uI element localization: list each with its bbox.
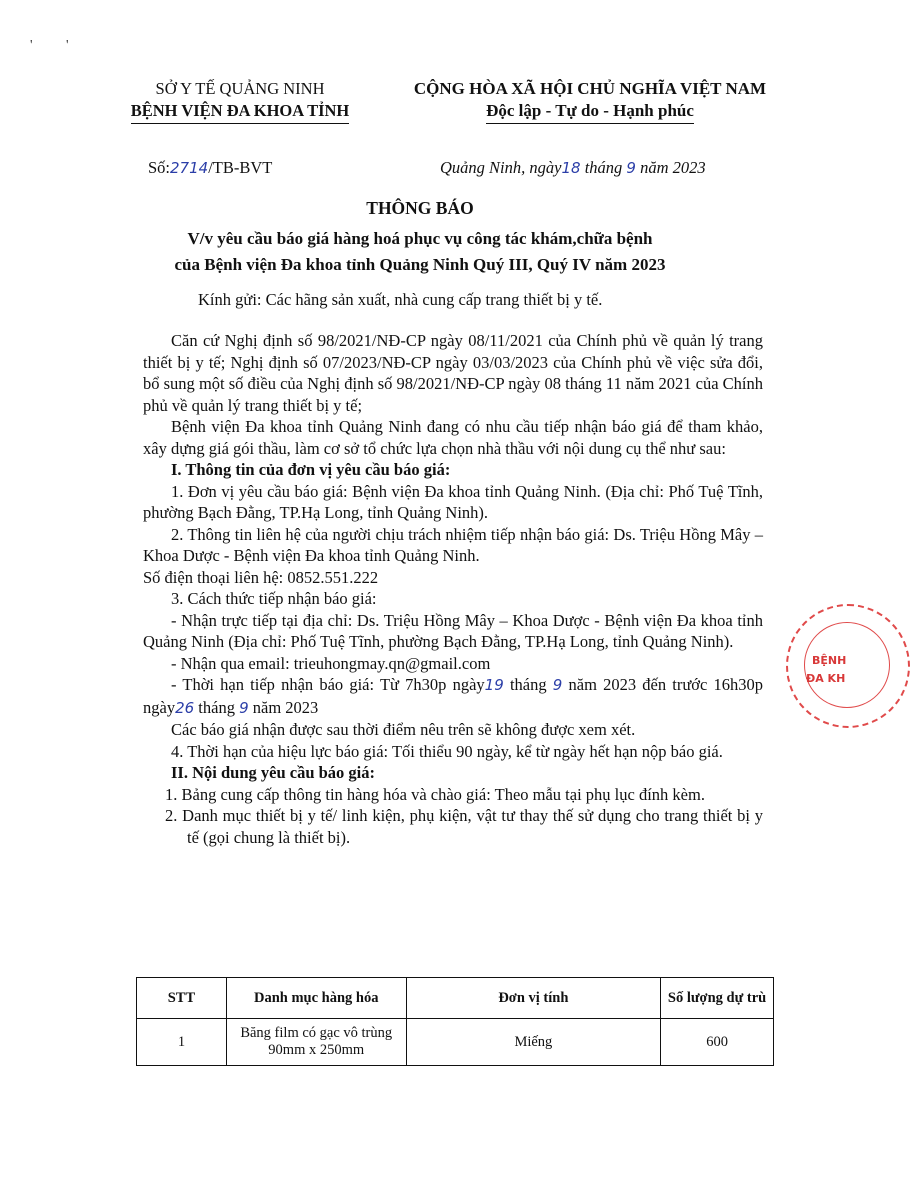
section-1-item-1: 1. Đơn vị yêu cầu báo giá: Bệnh viện Đa khoa tỉnh Quảng Ninh. (Địa chỉ: Phố Tuệ Tĩnh, phường Bạch Đằng, TP.Hạ Long, tỉnh Quảng Ninh).: [143, 481, 763, 522]
section-1-item-4: 4. Thời hạn của hiệu lực báo giá: Tối thiểu 90 ngày, kể từ ngày hết hạn nộp báo giá.: [171, 741, 723, 761]
deadline-from-month-label: tháng: [509, 675, 547, 694]
section-1-item-2: 2. Thông tin liên hệ của người chịu trách nhiệm tiếp nhận báo giá: Ds. Triệu Hồng Mây – Khoa Dược - Bệnh viện Đa khoa tỉnh Quảng Ninh.: [143, 524, 763, 565]
seal-text-line1: BỆNH: [812, 654, 847, 667]
date-day: 18: [561, 159, 581, 177]
scan-mark: ': [30, 38, 33, 53]
date-month: 9: [626, 159, 636, 177]
deadline-paragraph: [143, 674, 763, 719]
section-1-item-3: 3. Cách thức tiếp nhận báo giá:: [171, 589, 377, 608]
deadline-end: năm 2023: [252, 697, 319, 717]
national-title: CỘNG HÒA XÃ HỘI CHỦ NGHĨA VIỆT NAM: [413, 79, 767, 98]
reference-suffix: /TB-BVT: [208, 158, 273, 177]
section-2-item-1: 1. Bảng cung cấp thông tin hàng hóa và chào giá: Theo mẫu tại phụ lục đính kèm.: [165, 784, 705, 804]
issuer-department: SỞ Y TẾ QUẢNG NINH: [155, 79, 325, 98]
doc-subtitle-line1: V/v yêu cầu báo giá hàng hoá phục vụ công tác khám,chữa bệnh: [187, 229, 653, 248]
national-motto: Độc lập - Tự do - Hạnh phúc: [486, 100, 694, 124]
section-2-item-2: 2. Danh mục thiết bị y tế/ linh kiện, phụ kiện, vật tư thay thế sử dụng cho trang thiết bị y tế (gọi chung là thiết bị).: [165, 806, 763, 847]
table-header-item: Danh mục hàng hóa: [226, 978, 406, 1019]
table-header-row: [137, 978, 774, 1019]
national-header: [380, 78, 800, 124]
table-cell-quantity: 600: [661, 1019, 774, 1066]
legal-basis-paragraph: Căn cứ Nghị định số 98/2021/NĐ-CP ngày 08/11/2021 của Chính phủ về quản lý trang thiết bị y tế; Nghị định số 07/2023/NĐ-CP ngày 03/03/2023 của Chính phủ về việc sửa đổi, bổ sung một số điều của Nghị định số 98/2021/NĐ-CP ngày 08 tháng 11 năm 2021 của Chính phủ về quản lý trang thiết bị y tế;: [143, 331, 763, 415]
doc-title: THÔNG BÁO: [366, 198, 474, 218]
late-note: Các báo giá nhận được sau thời điểm nêu trên sẽ không được xem xét.: [171, 720, 636, 739]
deadline-from-month: 9: [552, 676, 563, 694]
scan-mark: ': [66, 38, 69, 53]
table-cell-unit: Miếng: [406, 1019, 661, 1066]
seal-text-line2: ĐA KH: [806, 672, 846, 685]
section-1-item-3b: - Nhận qua email: trieuhongmay.qn@gmail.com: [171, 653, 491, 673]
section-1-heading: I. Thông tin của đơn vị yêu cầu báo giá:: [171, 460, 451, 479]
section-2-heading: II. Nội dung yêu cầu báo giá:: [171, 763, 376, 782]
doc-subtitle-line2: của Bệnh viện Đa khoa tỉnh Quảng Ninh Quý III, Quý IV năm 2023: [174, 255, 666, 274]
table-cell-item: Băng film có gạc vô trùng 90mm x 250mm: [226, 1019, 406, 1066]
date-month-label: tháng: [584, 158, 623, 177]
table-row: [137, 1019, 774, 1066]
doc-body: [143, 330, 763, 848]
section-1-item-3a: - Nhận trực tiếp tại địa chỉ: Ds. Triệu Hồng Mây – Khoa Dược - Bệnh viện Đa khoa tỉnh Quảng Ninh (Địa chỉ: Phố Tuệ Tĩnh, phường Bạch Đằng, TP.Hạ Long, tỉnh Quảng Ninh).: [143, 610, 763, 651]
goods-table: [136, 977, 774, 1066]
deadline-to-month-label: tháng: [198, 697, 235, 717]
date-prefix: Quảng Ninh, ngày: [440, 158, 562, 177]
table-header-quantity: Số lượng dự trù: [661, 978, 774, 1019]
reference-handwritten-number: 2714: [170, 159, 209, 177]
issuer-hospital: BỆNH VIỆN ĐA KHOA TỈNH: [131, 100, 350, 124]
deadline-mid: năm 2023 đến trước 16h30p ngày: [143, 675, 764, 717]
table-header-stt: STT: [137, 978, 227, 1019]
reference-prefix: Số:: [148, 158, 171, 177]
contact-phone: Số điện thoại liên hệ: 0852.551.222: [143, 567, 379, 587]
issue-date: [440, 158, 706, 178]
table-header-unit: Đơn vị tính: [406, 978, 661, 1019]
red-seal-stamp: [786, 604, 910, 728]
deadline-to-month: 9: [239, 698, 249, 717]
purpose-paragraph: Bệnh viện Đa khoa tỉnh Quảng Ninh đang có nhu cầu tiếp nhận báo giá để tham khảo, xây dựng giá gói thầu, làm cơ sở tổ chức lựa chọn nhà thầu với nội dung cụ thể như sau:: [143, 417, 763, 458]
deadline-from-day: 19: [484, 676, 504, 694]
reference-number: [148, 158, 272, 178]
deadline-to-day: 26: [175, 698, 195, 717]
greeting: Kính gửi: Các hãng sản xuất, nhà cung cấp trang thiết bị y tế.: [198, 290, 603, 309]
issuer-header: [90, 78, 390, 124]
deadline-prefix: - Thời hạn tiếp nhận báo giá: Từ 7h30p ngày: [171, 675, 485, 694]
doc-subtitle: [90, 226, 750, 278]
table-cell-stt: 1: [137, 1019, 227, 1066]
date-year: năm 2023: [640, 158, 706, 177]
